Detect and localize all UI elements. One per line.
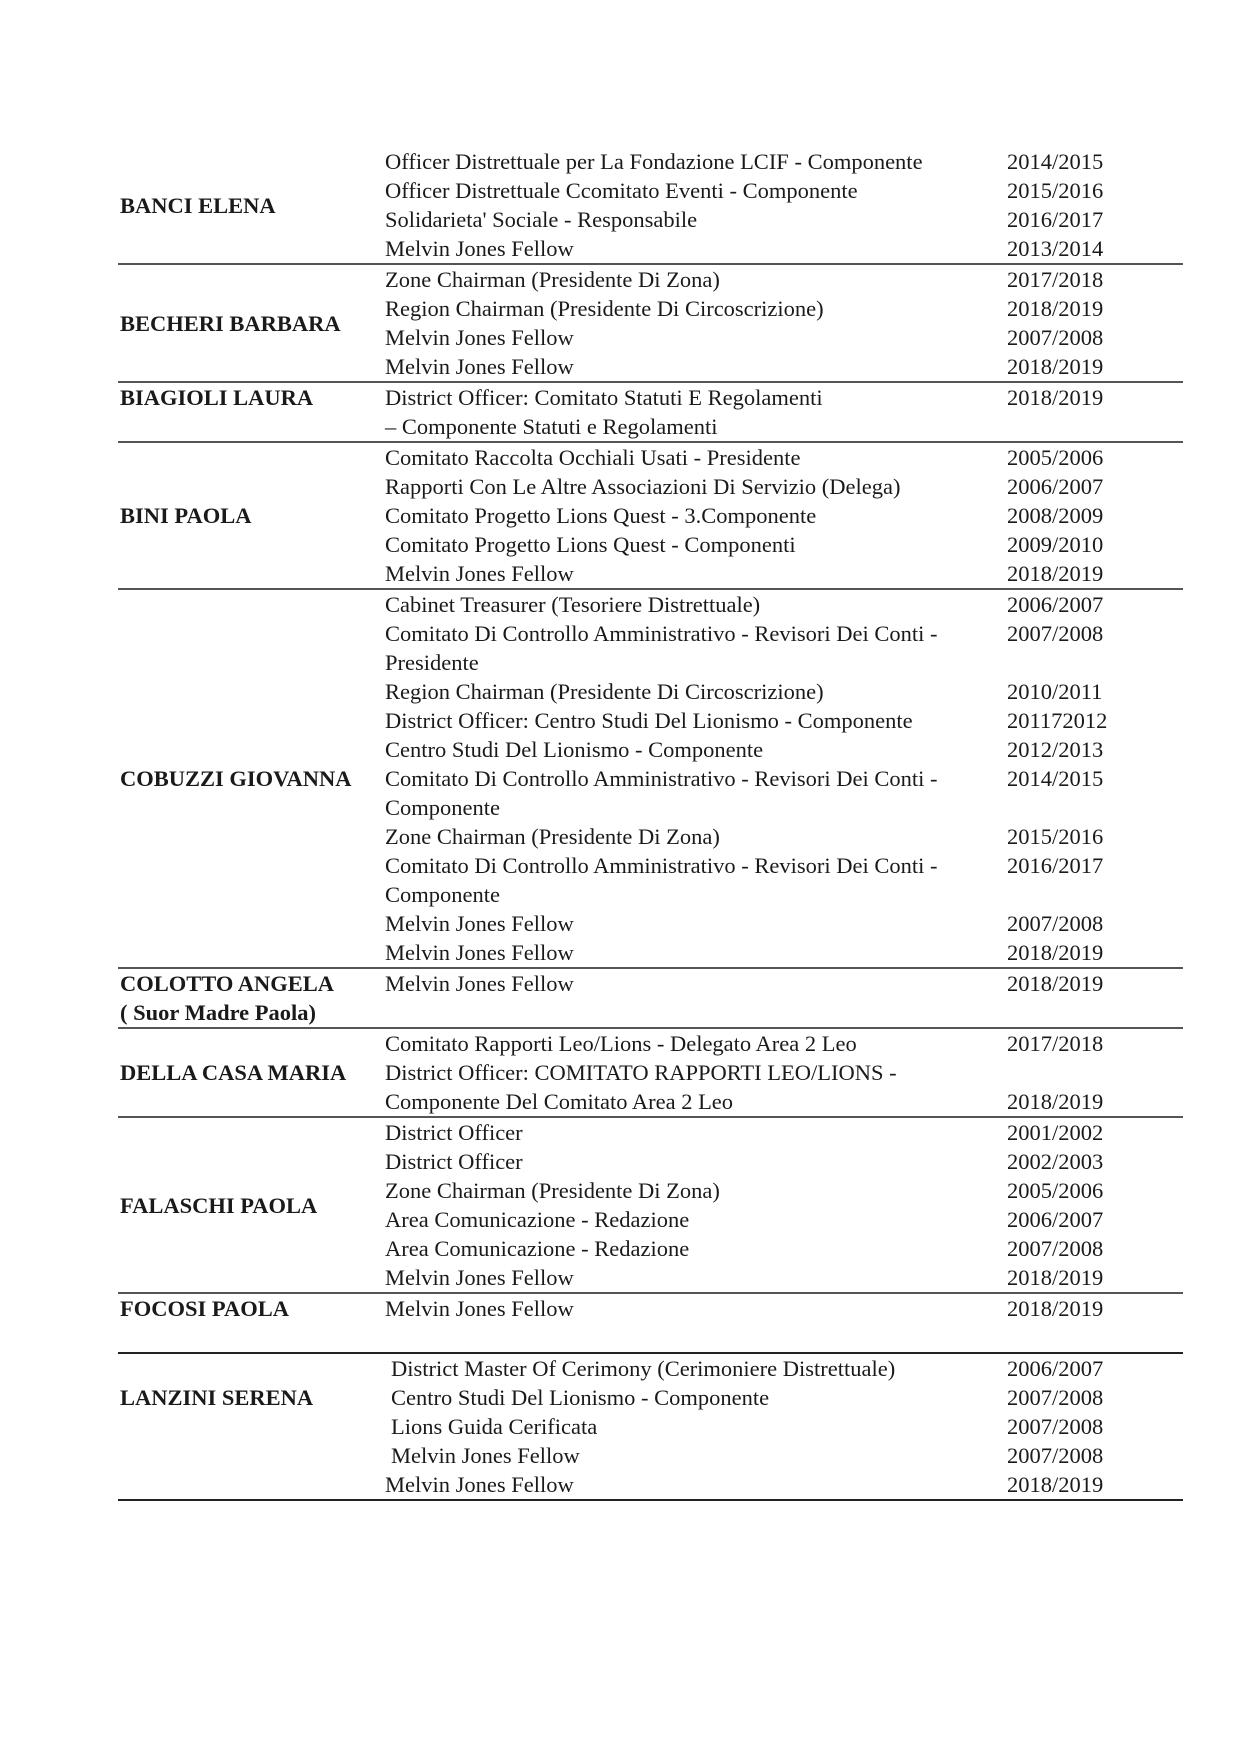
role-description: Presidente xyxy=(385,650,479,675)
role-entry xyxy=(385,1294,1183,1323)
role-list xyxy=(385,147,1183,263)
member-name xyxy=(118,147,385,263)
role-description: Comitato Rapporti Leo/Lions - Delegato Area 2 Leo xyxy=(385,1031,857,1056)
role-description xyxy=(385,998,1007,1027)
role-list xyxy=(385,443,1183,588)
role-year: 2016/2017 xyxy=(1007,207,1104,232)
role-entry xyxy=(385,735,1183,764)
role-year: 2002/2003 xyxy=(1007,1149,1104,1174)
role-description: Lions Guida Cerificata xyxy=(391,1414,598,1439)
role-entry xyxy=(385,1263,1183,1292)
role-year: 2017/2018 xyxy=(1007,267,1104,292)
role-list xyxy=(385,265,1183,381)
role-description: Melvin Jones Fellow xyxy=(385,1296,574,1321)
role-year: 2018/2019 xyxy=(1007,1296,1104,1321)
role-year: 2008/2009 xyxy=(1007,503,1104,528)
role-year: 2007/2008 xyxy=(1007,911,1104,936)
role-description: District Officer xyxy=(385,1149,523,1174)
role-description: Comitato Progetto Lions Quest - Componenti xyxy=(385,532,796,557)
role-year: 2006/2007 xyxy=(1007,474,1104,499)
role-entry xyxy=(385,501,1183,530)
role-entry xyxy=(385,1205,1183,1234)
role-description: Comitato Di Controllo Amministrativo - Revisori Dei Conti - xyxy=(385,766,938,791)
member-name-note: ( Suor Madre Paola) xyxy=(120,1000,317,1025)
role-entry xyxy=(385,938,1183,967)
role-entry xyxy=(385,1470,1183,1499)
role-description: Comitato Di Controllo Amministrativo - Revisori Dei Conti - xyxy=(385,853,938,878)
role-year: 2018/2019 xyxy=(1007,971,1104,996)
member-name-text: BIAGIOLI LAURA xyxy=(120,385,314,410)
role-description: Comitato Progetto Lions Quest - 3.Componente xyxy=(385,503,817,528)
member-row xyxy=(118,443,1183,590)
role-entry xyxy=(385,677,1183,706)
role-description: Melvin Jones Fellow xyxy=(385,940,574,965)
role-description: Melvin Jones Fellow xyxy=(385,325,574,350)
role-year: 2006/2007 xyxy=(1007,1207,1104,1232)
role-entry xyxy=(385,909,1183,938)
member-name xyxy=(118,1118,385,1292)
role-year: 2018/2019 xyxy=(1007,561,1104,586)
role-description: Melvin Jones Fellow xyxy=(391,1443,580,1468)
member-name-text: DELLA CASA MARIA xyxy=(120,1060,347,1085)
member-name xyxy=(118,443,385,588)
role-description: Comitato Raccolta Occhiali Usati - Presidente xyxy=(385,445,801,470)
role-year: 2018/2019 xyxy=(1007,354,1104,379)
role-description: Centro Studi Del Lionismo - Componente xyxy=(391,1385,770,1410)
member-row xyxy=(118,147,1183,265)
role-entry xyxy=(385,530,1183,559)
role-entry xyxy=(385,648,1183,677)
role-entry xyxy=(385,559,1183,588)
role-description: Area Comunicazione - Redazione xyxy=(385,1236,690,1261)
role-entry xyxy=(385,294,1183,323)
role-entry xyxy=(385,1323,1183,1352)
role-description: Solidarieta' Sociale - Responsabile xyxy=(385,207,698,232)
role-entry xyxy=(385,323,1183,352)
member-name-text: COLOTTO ANGELA xyxy=(120,971,335,996)
role-year: 2007/2008 xyxy=(1007,621,1104,646)
role-description: Melvin Jones Fellow xyxy=(385,911,574,936)
role-entry xyxy=(385,352,1183,381)
role-description: Officer Distrettuale per La Fondazione LCIF - Componente xyxy=(385,149,923,174)
role-year: 201172012 xyxy=(1007,708,1108,733)
role-entry xyxy=(385,176,1183,205)
role-description: Comitato Di Controllo Amministrativo - Revisori Dei Conti - xyxy=(385,621,938,646)
member-name-text: BECHERI BARBARA xyxy=(120,310,341,336)
role-description: Melvin Jones Fellow xyxy=(385,1472,574,1497)
role-entry xyxy=(385,764,1183,793)
role-entry xyxy=(385,383,1183,412)
member-row xyxy=(118,1029,1183,1118)
role-entry xyxy=(385,822,1183,851)
role-entry xyxy=(385,1118,1183,1147)
role-entry xyxy=(385,793,1183,822)
role-list xyxy=(385,1029,1183,1116)
member-name xyxy=(118,1354,385,1499)
role-list xyxy=(385,1118,1183,1292)
member-row xyxy=(118,969,1183,1029)
role-entry xyxy=(385,1029,1183,1058)
member-name xyxy=(118,969,385,1027)
role-entry xyxy=(385,590,1183,619)
role-description: District Officer: Centro Studi Del Lionismo - Componente xyxy=(385,708,913,733)
role-list xyxy=(385,383,1183,441)
role-description: Centro Studi Del Lionismo - Componente xyxy=(385,737,764,762)
role-description xyxy=(385,1323,1007,1352)
role-year: 2012/2013 xyxy=(1007,737,1104,762)
role-entry xyxy=(385,472,1183,501)
role-entry xyxy=(385,205,1183,234)
role-description: Componente xyxy=(385,882,500,907)
member-name-text: LANZINI SERENA xyxy=(120,1385,314,1410)
role-year: 2013/2014 xyxy=(1007,236,1104,261)
member-name xyxy=(118,1029,385,1116)
role-entry xyxy=(385,234,1183,263)
role-year: 2014/2015 xyxy=(1007,149,1104,174)
role-description: Area Comunicazione - Redazione xyxy=(385,1207,690,1232)
role-description: Region Chairman (Presidente Di Circoscrizione) xyxy=(385,679,824,704)
role-description: Componente Del Comitato Area 2 Leo xyxy=(385,1089,734,1114)
role-entry xyxy=(385,998,1183,1027)
role-entry xyxy=(385,1354,1183,1383)
role-entry xyxy=(385,969,1183,998)
role-entry xyxy=(385,851,1183,880)
role-description: District Officer: COMITATO RAPPORTI LEO/LIONS - xyxy=(385,1060,897,1085)
role-description: Rapporti Con Le Altre Associazioni Di Servizio (Delega) xyxy=(385,474,901,499)
role-year: 2018/2019 xyxy=(1007,940,1104,965)
role-description: Zone Chairman (Presidente Di Zona) xyxy=(385,1178,720,1203)
role-year: 2005/2006 xyxy=(1007,1178,1104,1203)
role-list xyxy=(385,969,1183,1027)
member-row xyxy=(118,383,1183,443)
role-entry xyxy=(385,1441,1183,1470)
role-description: Componente xyxy=(385,795,500,820)
role-entry xyxy=(385,706,1183,735)
role-description: Zone Chairman (Presidente Di Zona) xyxy=(385,824,720,849)
role-description: Officer Distrettuale Ccomitato Eventi - Componente xyxy=(385,178,858,203)
role-description: Melvin Jones Fellow xyxy=(385,971,574,996)
role-description: Melvin Jones Fellow xyxy=(385,1265,574,1290)
member-row xyxy=(118,590,1183,969)
role-year: 2018/2019 xyxy=(1007,1265,1104,1290)
member-row xyxy=(118,265,1183,383)
role-year: 2018/2019 xyxy=(1007,1472,1104,1497)
role-list xyxy=(385,1294,1183,1352)
role-year: 2006/2007 xyxy=(1007,1356,1104,1381)
role-year: 2009/2010 xyxy=(1007,532,1104,557)
member-table xyxy=(118,147,1183,1501)
role-year: 2007/2008 xyxy=(1007,325,1104,350)
role-entry xyxy=(385,619,1183,648)
role-entry xyxy=(385,1147,1183,1176)
role-year: 2007/2008 xyxy=(1007,1443,1104,1468)
role-year: 2007/2008 xyxy=(1007,1236,1104,1261)
role-year: 2018/2019 xyxy=(1007,296,1104,321)
role-list xyxy=(385,590,1183,967)
role-entry xyxy=(385,1234,1183,1263)
member-name xyxy=(118,1294,385,1352)
role-entry xyxy=(385,443,1183,472)
role-entry xyxy=(385,147,1183,176)
role-entry xyxy=(385,1383,1183,1412)
member-name-text: BANCI ELENA xyxy=(120,192,276,218)
member-name-text: FOCOSI PAOLA xyxy=(120,1296,289,1321)
role-year: 2001/2002 xyxy=(1007,1120,1104,1145)
member-name-text: FALASCHI PAOLA xyxy=(120,1192,318,1218)
role-year: 2018/2019 xyxy=(1007,1089,1104,1114)
role-entry xyxy=(385,1412,1183,1441)
role-description: Region Chairman (Presidente Di Circoscrizione) xyxy=(385,296,824,321)
role-entry xyxy=(385,880,1183,909)
role-year: 2006/2007 xyxy=(1007,592,1104,617)
member-row xyxy=(118,1294,1183,1354)
role-description: Zone Chairman (Presidente Di Zona) xyxy=(385,267,720,292)
role-entry xyxy=(385,1087,1183,1116)
role-year: 2016/2017 xyxy=(1007,853,1104,878)
role-description: – Componente Statuti e Regolamenti xyxy=(385,414,718,439)
role-description: Cabinet Treasurer (Tesoriere Distrettuale) xyxy=(385,592,761,617)
role-year: 2010/2011 xyxy=(1007,679,1103,704)
role-year: 2017/2018 xyxy=(1007,1031,1104,1056)
role-entry xyxy=(385,1058,1183,1087)
role-description: Melvin Jones Fellow xyxy=(385,236,574,261)
role-year: 2007/2008 xyxy=(1007,1385,1104,1410)
role-description: District Master Of Cerimony (Cerimoniere Distrettuale) xyxy=(391,1356,896,1381)
role-year: 2007/2008 xyxy=(1007,1414,1104,1439)
role-entry xyxy=(385,1176,1183,1205)
role-entry xyxy=(385,412,1183,441)
member-name-text: BINI PAOLA xyxy=(120,503,252,528)
role-description: Melvin Jones Fellow xyxy=(385,354,574,379)
role-year: 2005/2006 xyxy=(1007,445,1104,470)
role-list xyxy=(385,1354,1183,1499)
member-name-text: COBUZZI GIOVANNA xyxy=(120,766,352,791)
member-name xyxy=(118,590,385,967)
member-row xyxy=(118,1354,1183,1501)
member-row xyxy=(118,1118,1183,1294)
role-description: District Officer: Comitato Statuti E Regolamenti xyxy=(385,385,823,410)
role-year: 2015/2016 xyxy=(1007,824,1104,849)
role-year: 2018/2019 xyxy=(1007,385,1104,410)
member-name xyxy=(118,265,385,381)
role-entry xyxy=(385,265,1183,294)
role-year: 2015/2016 xyxy=(1007,178,1104,203)
role-description: Melvin Jones Fellow xyxy=(385,561,574,586)
role-year: 2014/2015 xyxy=(1007,766,1104,791)
member-name xyxy=(118,383,385,441)
role-description: District Officer xyxy=(385,1120,523,1145)
